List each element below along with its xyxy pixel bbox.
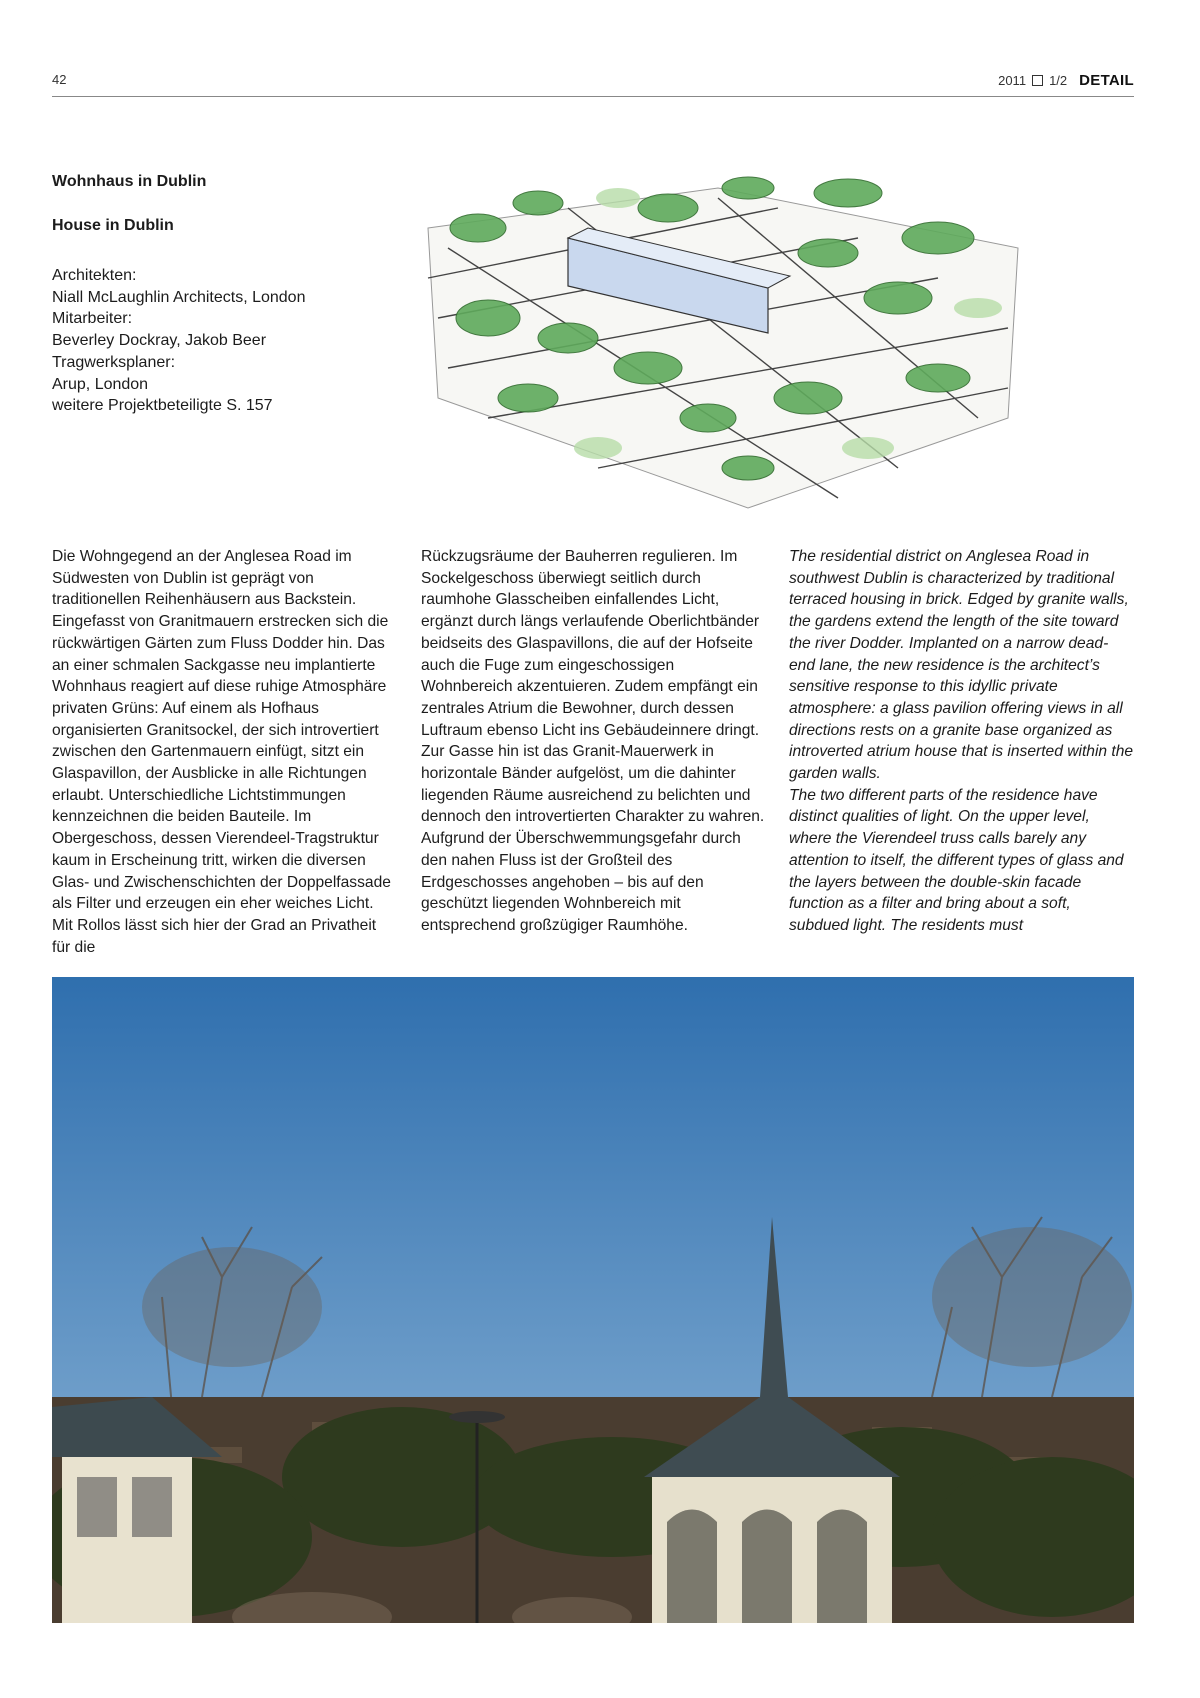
issue-year: 2011 bbox=[998, 73, 1027, 88]
page-header bbox=[52, 60, 1134, 97]
paragraph: Die Wohngegend an der Anglesea Road im Südwesten von Dublin ist geprägt von traditionellen Reihenhäusern aus Backstein. Eingefasst von Granitmauern erstrecken sich die rückwärtigen Gärten zum Fluss Dodder hin. Das an einer schmalen Sackgasse neu implantierte Wohnhaus reagiert auf diese ruhige Atmosphäre privaten Grüns: Auf einem als Hofhaus organisierten Granitsockel, der sich introvertiert zwischen den Gartenmauern einfügt, sitzt ein Glaspavillon, der Ausblicke in alle Richtungen erlaubt. Unterschiedliche Lichtstimmungen kennzeichnen die beiden Bauteile. Im Obergeschoss, dessen Vierendeel-Tragstruktur kaum in Erscheinung tritt, wirken die diversen Glas- und Zwischenschichten der Doppelfassade als Filter und erzeugen ein eher weiches Licht. Mit Rollos lässt sich hier der Grad an Privatheit für die bbox=[52, 548, 391, 956]
paragraph: Rückzugsräume der Bauherren regulieren. Im Sockelgeschoss überwiegt seitlich durch raumhohe Glasscheiben einfallendes Licht, ergänzt durch längs verlaufende Oberlichtbänder beidseits des Glaspavillons, die auf der Hofseite auch die Fuge zum eingeschossigen Wohnbereich akzentuieren. Zudem empfängt ein zentrales Atrium die Bewohner, durch dessen Luftraum ebenso Licht ins Gebäudeinnere dringt. Zur Gasse hin ist das Granit-Mauerwerk in horizontale Bänder aufgelöst, um die dahinter liegenden Räume ausreichend zu belichten und dennoch den introvertierten Charakter zu wahren. bbox=[421, 548, 765, 826]
paragraph: The two different parts of the residence have distinct qualities of light. On the upper level, where the Vierendeel truss calls barely any attention to itself, the different types of glass and the layers between the double-skin facade function as a filter and bring about a soft, subdued light. The residents must bbox=[789, 786, 1124, 934]
axonometric-sketch bbox=[418, 168, 1028, 518]
issue-info bbox=[998, 72, 1134, 89]
paragraph: The residential district on Anglesea Road in southwest Dublin is characterized by traditional terraced housing in brick. Edged by granite walls, the gardens extend the length of the site toward the river Dodder. Implanted on a narrow dead-end lane, the new residence is the architect’s sensitive response to this idyllic private atmosphere: a glass pavilion offering views in all directions rests on a granite base organized as introverted atrium house that is inserted within the garden walls. bbox=[789, 548, 1134, 783]
credit-line: Arup, London bbox=[52, 375, 149, 393]
paragraph: Aufgrund der Überschwemmungsgefahr durch den nahen Fluss ist der Großteil des Erdgeschosses angehoben – bis auf den geschützt liegenden Wohnbereich mit entsprechend großzügiger Raumhöhe. bbox=[421, 830, 741, 934]
issue-number: 1/2 bbox=[1049, 73, 1068, 88]
credit-line: Architekten: bbox=[52, 267, 137, 284]
credit-line: Tragwerksplaner: bbox=[52, 353, 176, 371]
house-photograph bbox=[52, 977, 1134, 1623]
credit-line: weitere Projektbeteiligte S. 157 bbox=[52, 397, 273, 415]
credit-line: Niall McLaughlin Architects, London bbox=[52, 288, 306, 306]
article-title-en: House in Dublin bbox=[52, 217, 174, 234]
article-intro bbox=[52, 173, 382, 417]
credit-line: Mitarbeiter: bbox=[52, 310, 133, 328]
body-column-german-1 bbox=[52, 546, 397, 958]
body-column-german-2 bbox=[421, 546, 766, 937]
article-title-de: Wohnhaus in Dublin bbox=[52, 173, 207, 190]
square-icon bbox=[1032, 75, 1043, 86]
credits-block bbox=[52, 265, 382, 417]
page-number: 42 bbox=[52, 72, 67, 87]
credit-line: Beverley Dockray, Jakob Beer bbox=[52, 332, 267, 350]
body-column-english bbox=[789, 546, 1134, 937]
magazine-logo: DETAIL bbox=[1079, 72, 1134, 89]
